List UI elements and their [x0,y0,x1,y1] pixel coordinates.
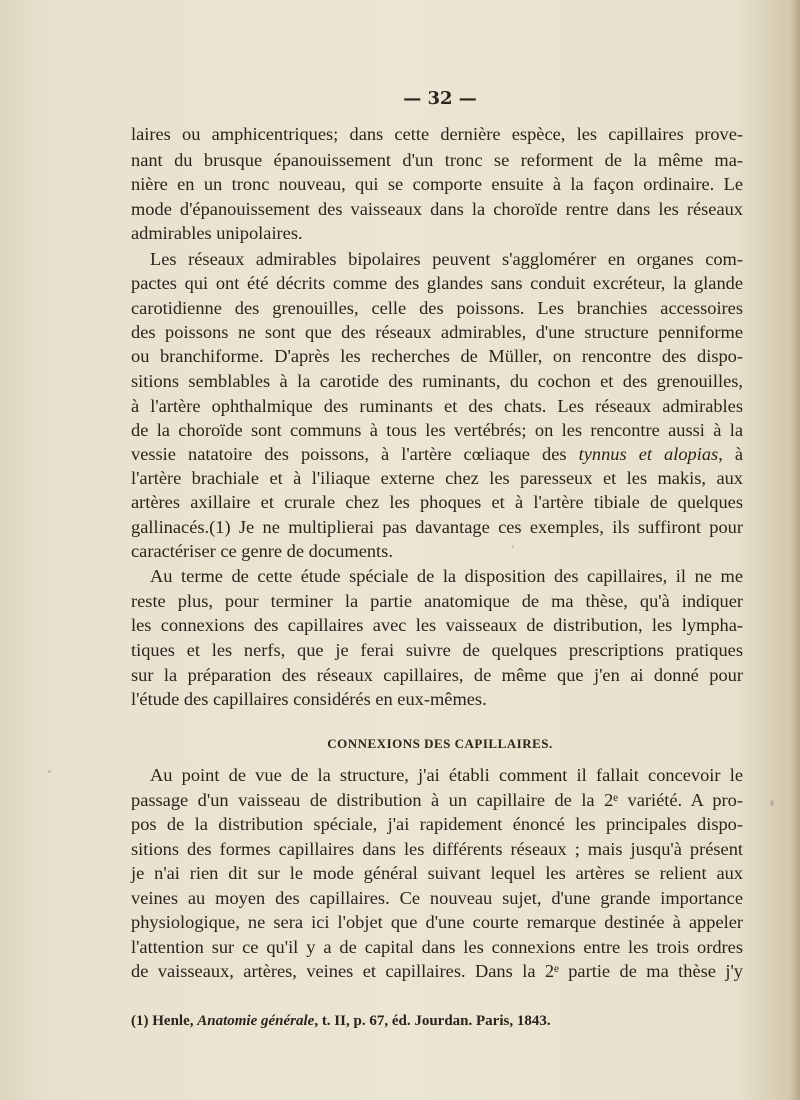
footnote-rest: , t. II, p. 67, éd. Jourdan. Paris, 1843. [314,1013,551,1029]
paragraph-2-line: gallinacés.(1) Je ne multiplierai pas davantage ces exemples, ils suffiront pour [131,517,743,537]
paragraph-2-line: l'artère brachiale et à l'iliaque externe chez les paresseux et les makis, aux [131,468,743,488]
paragraph-4-line: passage d'un vaisseau de distribution à un capillaire de la 2ᵉ variété. A pro- [131,790,743,810]
paragraph-2-line: à l'artère ophthalmique des ruminants et des chats. Les réseaux admirables [131,396,743,416]
text-run: , à [718,444,744,464]
paragraph-3-line: les connexions des capillaires avec les vaisseaux de distribution, les lympha- [131,615,743,635]
paragraph-4-line: veines au moyen des capillaires. Ce nouveau sujet, d'une grande importance [131,888,743,908]
paragraph-4-line: pos de la distribution spéciale, j'ai rapidement énoncé les principales dispo- [131,814,743,834]
paragraph-2-line: ou branchiforme. D'après les recherches de Müller, on rencontre des dispo- [131,346,743,366]
paragraph-3-line: sur la préparation des réseaux capillaires, de même que j'en ai donné pour [131,665,743,685]
paragraph-4-line: je n'ai rien dit sur le mode général suivant lequel les artères se relient aux [131,863,743,883]
paragraph-2-line: artères axillaire et crurale chez les phoques et à l'artère tibiale de quelques [131,492,743,512]
paragraph-2-line: carotidienne des grenouilles, celle des poissons. Les branchies accessoires [131,298,743,318]
italic-species-names: tynnus et alopias [578,444,719,464]
paragraph-4-line: sitions des formes capillaires dans les différents réseaux ; mais jusqu'à présent [131,839,743,859]
paragraph-4-line: l'attention sur ce qu'il y a de capital dans les connexions entre les trois ordres [131,937,743,957]
text-run: vessie natatoire des poissons, à l'artère cœliaque des [131,444,567,464]
paragraph-4-line: physiologique, ne sera ici l'objet que d'une courte remarque destinée à appeler [131,912,743,932]
paragraph-1-line: laires ou amphicentriques; dans cette dernière espèce, les capillaires prove- [131,124,743,144]
paragraph-3-line: l'étude des capillaires considérés en eux-mêmes. [131,689,487,709]
paragraph-1-line: mode d'épanouissement des vaisseaux dans la choroïde rentre dans les réseaux [131,199,743,219]
paragraph-1-line: nière en un tronc nouveau, qui se comporte ensuite à la façon ordinaire. Le [131,174,743,194]
paper-speck [48,770,51,773]
footnote-marker: (1) Henle, [131,1013,194,1029]
footnote [131,1013,551,1030]
paragraph-2-line: Les réseaux admirables bipolaires peuvent s'agglomérer en organes com- [150,249,743,269]
paragraph-3-line: reste plus, pour terminer la partie anatomique de ma thèse, qu'à indiquer [131,591,743,611]
paragraph-2-line [131,444,743,465]
footnote-title: Anatomie générale [197,1013,315,1029]
paragraph-1-line: nant du brusque épanouissement d'un tronc se reforment de la même ma- [131,150,743,170]
paragraph-2-line: sitions semblables à la carotide des ruminants, du cochon et des grenouilles, [131,371,743,391]
paragraph-2-line: pactes qui ont été décrits comme des glandes sans conduit excréteur, la glande [131,273,743,293]
paragraph-2-line: caractériser ce genre de documents. [131,541,393,561]
page-number: — 32 — [403,88,477,109]
paper-speck [770,800,774,806]
paragraph-2-line: de la choroïde sont communs à tous les vertébrés; on les rencontre aussi à la [131,420,743,440]
paragraph-3-line: tiques et les nerfs, que je ferai suivre de quelques prescriptions pratiques [131,640,743,660]
paragraph-4-line: Au point de vue de la structure, j'ai établi comment il fallait concevoir le [150,765,743,785]
paper-speck [512,545,514,548]
section-heading: CONNEXIONS DES CAPILLAIRES. [327,736,553,751]
paragraph-1-line: admirables unipolaires. [131,223,303,243]
page-edge-shadow [790,0,800,1100]
paragraph-3-line: Au terme de cette étude spéciale de la disposition des capillaires, il ne me [150,566,743,586]
paragraph-4-line: de vaisseaux, artères, veines et capillaires. Dans la 2ᵉ partie de ma thèse j'y [131,961,743,981]
paragraph-2-line: des poissons ne sont que des réseaux admirables, d'une structure penniforme [131,322,743,342]
